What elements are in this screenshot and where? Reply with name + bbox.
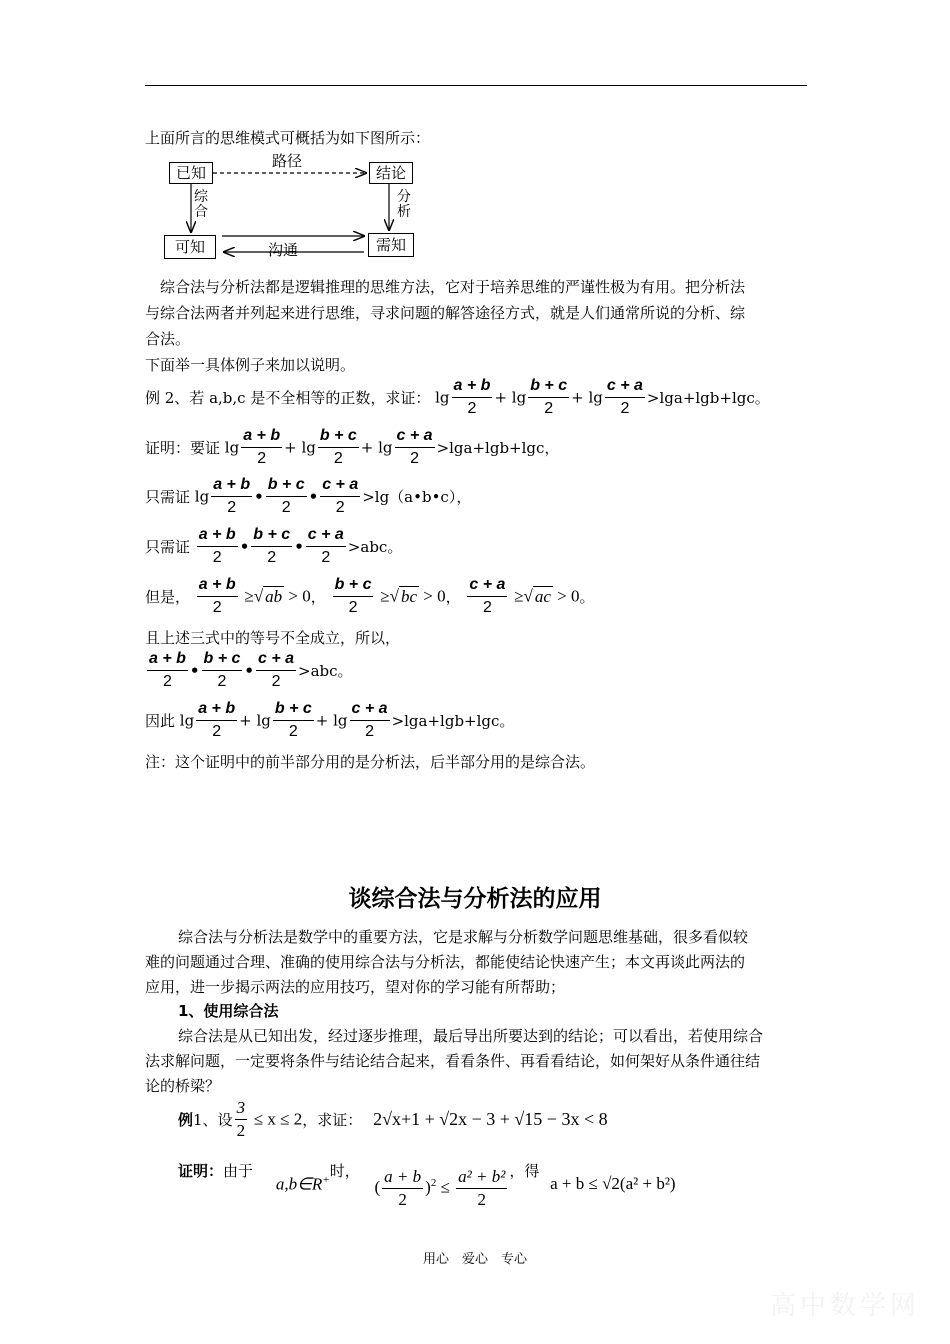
frac-bc: $\frac{b + c}{2}$ [203, 650, 241, 690]
frac-ca: $\frac{c + a}{2}$ [469, 576, 506, 616]
example2-suffix: >lga+lgb+lgc。 [646, 389, 770, 407]
frac-ab: $\frac{a + b}{2}$ [149, 650, 186, 690]
can-know-box: 可知 [164, 235, 216, 259]
frac-ab: $\frac{a + b}{2}$ [198, 576, 236, 616]
proof-step4: 但是， $\frac{a + b}{2}$ ≥√ ab > 0， $\frac{b + c}{2}$ ≥√ bc > 0， $\frac{c + a}{2}$ ≥√ ac > 0。 [145, 574, 595, 619]
frac-ca: $\frac{c + a}{2}$ [606, 377, 643, 417]
section1-line3: 论的桥梁？ [145, 1077, 221, 1095]
section1-line1: 综合法是从已知出发，经过逐步推理，最后导出所要达到的结论；可以看出，若使用综合 [178, 1027, 764, 1045]
frac-ca: $\frac{c + a}{2}$ [307, 526, 344, 566]
frac-bc: $\frac{b + c}{2}$ [274, 700, 312, 740]
path-label: 路径 [272, 152, 303, 170]
diagram-arrows [0, 0, 950, 280]
conclusion-box: 结论 [369, 162, 413, 184]
para1-line2: 与综合法两者并列起来进行思维，寻求问题的解答途径方式，就是人们通常所说的分析、综 [145, 304, 746, 322]
frac-bc: $\frac{b + c}{2}$ [267, 476, 305, 516]
proof-note: 注：这个证明中的前半部分用的是分析法，后半部分用的是综合法。 [145, 753, 596, 771]
frac-bc: $\frac{b + c}{2}$ [319, 427, 357, 467]
article-intro-line1: 综合法与分析法是数学中的重要方法，它是求解与分析数学问题思维基础，很多看似较 [178, 928, 749, 946]
need-know-box: 需知 [368, 233, 414, 257]
frac-ca: $\frac{c + a}{2}$ [322, 476, 359, 516]
section1-line2: 法求解问题，一定要将条件与结论结合起来，看看条件、再看看结论，如何架好从条件通往结 [145, 1052, 761, 1070]
article-intro-line3: 应用，进一步揭示两法的应用技巧，望对你的学习能有所帮助； [145, 978, 566, 996]
frac-ab: $\frac{a + b}{2}$ [243, 427, 281, 467]
para1-line1: 综合法与分析法都是逻辑推理的思维方法，它对于培养思维的严谨性极为有用。把分析法 [160, 278, 746, 296]
example1-expression: 2√x+1 + √2x − 3 + √15 − 3x < 8 [373, 1109, 608, 1129]
frac-bc: $\frac{b + c}{2}$ [530, 377, 568, 417]
article-intro-line2: 难的问题通过合理、准确的使用综合法与分析法，都能使结论快速产生；本文再谈此两法的 [145, 953, 746, 971]
frac-ab: $\frac{a + b}{2}$ [198, 700, 236, 740]
section1-heading: 1、使用综合法 [178, 1002, 279, 1020]
known-box: 已知 [169, 162, 213, 184]
example2-prefix: 例 2、若 a,b,c 是不全相等的正数，求证： [145, 389, 431, 407]
proof-step1: 证明：要证 lg $\frac{a + b}{2}$ + lg $\frac{b + c}{2}$ + lg $\frac{c + a}{2}$ >lga+lgb+lgc， [145, 425, 559, 470]
frac-ab: $\frac{a + b}{2}$ [213, 476, 251, 516]
frac-bc: $\frac{b + c}{2}$ [334, 576, 372, 616]
frac-ca: $\frac{c + a}{2}$ [396, 427, 433, 467]
watermark: 高中数学网 [770, 1291, 921, 1321]
proof-step6: $\frac{a + b}{2}$ • $\frac{b + c}{2}$ • $\frac{c + a}{2}$ >abc。 [145, 648, 353, 693]
frac-bc: $\frac{b + c}{2}$ [253, 526, 291, 566]
page-footer: 用心 爱心 专心 [422, 1252, 527, 1267]
proof-step7: 因此 lg $\frac{a + b}{2}$ + lg $\frac{b + c}{2}$ + lg $\frac{c + a}{2}$ >lga+lgb+lgc。 [145, 698, 514, 743]
proof-step5: 且上述三式中的等号不全成立，所以， [145, 629, 401, 647]
frac-ca: $\frac{c + a}{2}$ [258, 650, 295, 690]
example2-line: 例 2、若 a,b,c 是不全相等的正数，求证： lg $\frac{a + b}{2}$ + lg $\frac{b + c}{2}$ + lg $\frac{c + a}{2}$ >lga+lgb+lgc。 [145, 375, 770, 420]
proof-step3: 只需证 $\frac{a + b}{2}$ • $\frac{b + c}{2}$ • $\frac{c + a}{2}$ >abc。 [145, 524, 402, 569]
intro-text: 上面所言的思维模式可概括为如下图所示： [145, 129, 431, 147]
example1-proof-line: 证明：由于 a,b∈R+时， ( $\frac{a + b}{2}$ )$^2$ ≤ $\frac{\text{a² + b²}}{2}$ ，得 a + b ≤ √2(a² + b²) [178, 1162, 676, 1209]
proof-step2: 只需证 lg $\frac{a + b}{2}$ • $\frac{b + c}{2}$ • $\frac{c + a}{2}$ >lg（a•b•c）， [145, 474, 471, 519]
frac-three-halves: $\frac{3}{2}$ [236, 1098, 246, 1140]
para1-line3: 合法。 [145, 330, 191, 348]
synthesis-label: 综合 [194, 189, 208, 220]
article-title: 谈综合法与分析法的应用 [348, 886, 602, 912]
analysis-label: 分析 [397, 189, 411, 220]
para1-line4: 下面举一具体例子来加以说明。 [145, 356, 356, 374]
frac-ab: $\frac{a + b}{2}$ [198, 526, 236, 566]
frac-ca: $\frac{c + a}{2}$ [351, 700, 388, 740]
lg: lg [435, 388, 450, 407]
example1-line: 例1、设 $\frac{3}{2}$ ≤ x ≤ 2，求证： 2√x+1 + √2x − 3 + √15 − 3x < 8 [178, 1098, 608, 1140]
bridge-label: 沟通 [268, 241, 299, 259]
frac-ab: $\frac{a + b}{2}$ [453, 377, 491, 417]
